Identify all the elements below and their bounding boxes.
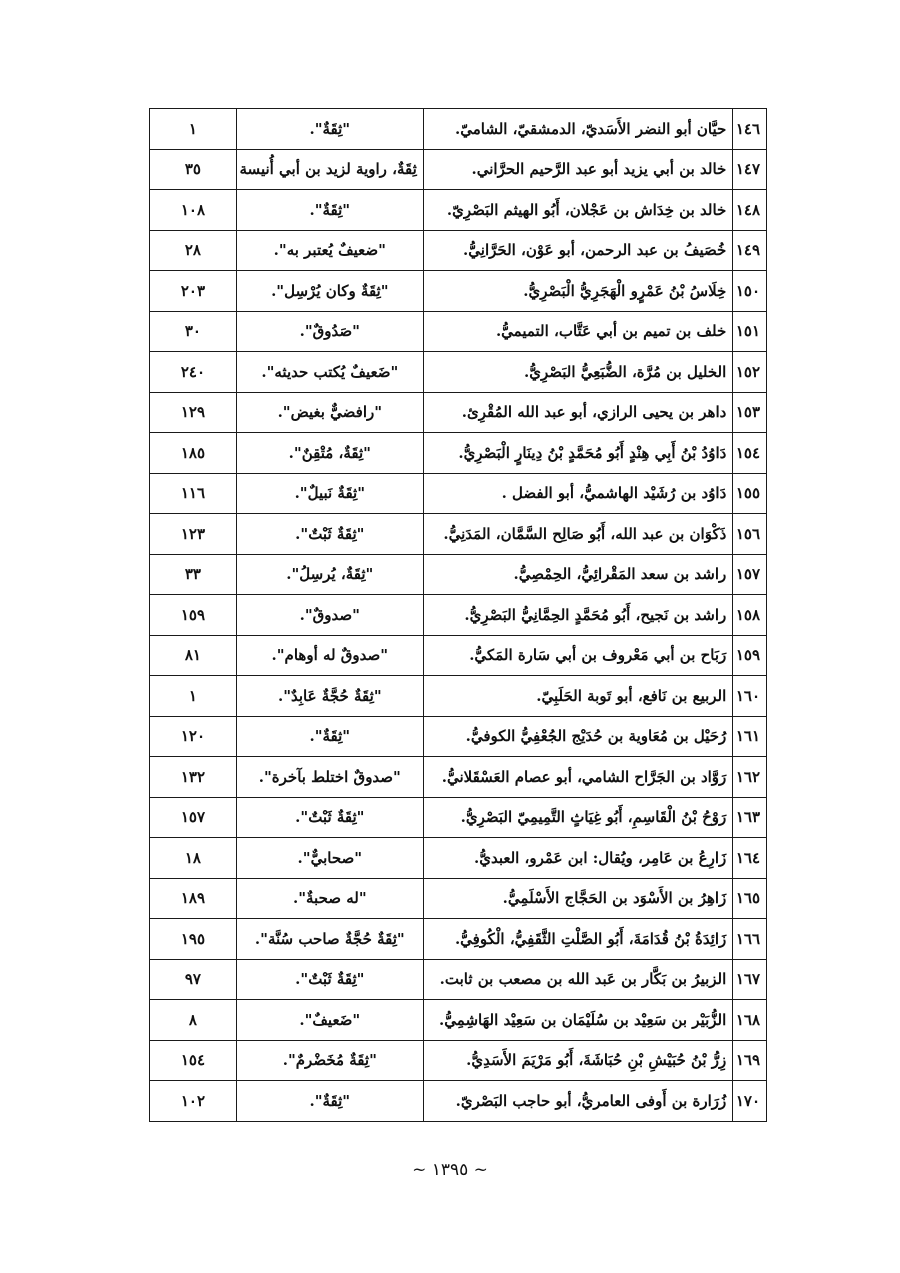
narration-count: ١٢٩ <box>150 392 237 433</box>
narrator-grade: "ثِقَةٌ حُجَّةٌ صاحب سُنَّة". <box>236 919 423 960</box>
narrator-name: خُصَيفُ بن عبد الرحمن، أبو عَوْن، الحَرَّانِيُّ. <box>423 230 733 271</box>
row-number: ١٥٩ <box>733 635 767 676</box>
narrator-grade: "صَدُوقٌ". <box>236 311 423 352</box>
narrator-grade: "ضَعيفٌ". <box>236 1000 423 1041</box>
table-row <box>150 271 767 312</box>
table-row <box>150 514 767 555</box>
narrator-name: دَاوُدُ بْنُ أَبِي هِنْدٍ أَبُو مُحَمَّدٍ بْنُ دِينَارٍ الْبَصْرِيُّ. <box>423 433 733 474</box>
row-number: ١٦٨ <box>733 1000 767 1041</box>
table-row <box>150 635 767 676</box>
narration-count: ١٣٢ <box>150 757 237 798</box>
table-row <box>150 149 767 190</box>
row-number: ١٦٥ <box>733 878 767 919</box>
row-number: ١٤٦ <box>733 109 767 150</box>
row-number: ١٥٤ <box>733 433 767 474</box>
table-row <box>150 230 767 271</box>
narrator-grade: "ثِقَةٌ مُخَضْرمٌ". <box>236 1040 423 1081</box>
row-number: ١٥٥ <box>733 473 767 514</box>
table-row <box>150 838 767 879</box>
table-row <box>150 392 767 433</box>
narration-count: ٣٥ <box>150 149 237 190</box>
narration-count: ١٨ <box>150 838 237 879</box>
table-row <box>150 757 767 798</box>
narrator-name: الزبيرُ بن بَكَّار بن عَبد الله بن مصعب بن ثابت. <box>423 959 733 1000</box>
narrator-grade: "ثِقَةٌ". <box>236 190 423 231</box>
table-row <box>150 1040 767 1081</box>
narrator-grade: "له صحبةٌ". <box>236 878 423 919</box>
row-number: ١٦٣ <box>733 797 767 838</box>
narrator-name: زَارِعُ بن عَامِر، ويُقال: ابن عَمْرو، العبديُّ. <box>423 838 733 879</box>
narration-count: ٢٠٣ <box>150 271 237 312</box>
narrator-grade: "ثِقَةٌ ثَبْتٌ". <box>236 514 423 555</box>
row-number: ١٦٩ <box>733 1040 767 1081</box>
narration-count: ١٢٣ <box>150 514 237 555</box>
table-row <box>150 595 767 636</box>
narration-count: ١٠٢ <box>150 1081 237 1122</box>
narrator-grade: "ثِقَةٌ ثَبْتٌ". <box>236 797 423 838</box>
row-number: ١٥٣ <box>733 392 767 433</box>
row-number: ١٥١ <box>733 311 767 352</box>
table-row <box>150 554 767 595</box>
table-row <box>150 433 767 474</box>
row-number: ١٥٢ <box>733 352 767 393</box>
narrator-grade: "صدوقٌ". <box>236 595 423 636</box>
narrator-grade: "صحابيٌّ". <box>236 838 423 879</box>
row-number: ١٥٧ <box>733 554 767 595</box>
table-row <box>150 1081 767 1122</box>
narrator-name: رَبَاح بن أبي مَعْروف بن أبي سَارة المَكيُّ. <box>423 635 733 676</box>
narrator-name: داهر بن يحيى الرازي، أبو عبد الله المُقْرِئ. <box>423 392 733 433</box>
table-row <box>150 352 767 393</box>
narrator-grade: "ثِقَةٌ". <box>236 716 423 757</box>
narration-count: ١٥٩ <box>150 595 237 636</box>
narrator-grade: "ثِقَةٌ". <box>236 1081 423 1122</box>
narration-count: ٣٣ <box>150 554 237 595</box>
narrator-name: خِلَاسُ بْنُ عَمْرٍو الْهَجَرِيُّ الْبَصْرِيُّ. <box>423 271 733 312</box>
narration-count: ٣٠ <box>150 311 237 352</box>
row-number: ١٧٠ <box>733 1081 767 1122</box>
narration-count: ٨١ <box>150 635 237 676</box>
narration-count: ١ <box>150 109 237 150</box>
narrator-name: راشد بن سعد المَقْرائِيُّ، الحِمْصِيُّ. <box>423 554 733 595</box>
row-number: ١٦١ <box>733 716 767 757</box>
narration-count: ٢٤٠ <box>150 352 237 393</box>
narrator-name: الخليل بن مُرَّة، الضُّبَعِيُّ البَصْرِيُّ. <box>423 352 733 393</box>
narrator-grade: "صدوقٌ له أوهام". <box>236 635 423 676</box>
row-number: ١٦٢ <box>733 757 767 798</box>
table-row <box>150 716 767 757</box>
narrator-grade: "رافضيٌّ بغيض". <box>236 392 423 433</box>
narration-count: ١٩٥ <box>150 919 237 960</box>
row-number: ١٥٨ <box>733 595 767 636</box>
narrator-name: دَاوُد بن رُشَيْد الهاشميُّ، أبو الفضل . <box>423 473 733 514</box>
table-row <box>150 959 767 1000</box>
narration-count: ١٥٤ <box>150 1040 237 1081</box>
row-number: ١٦٤ <box>733 838 767 879</box>
narration-count: ١٠٨ <box>150 190 237 231</box>
table-row <box>150 797 767 838</box>
narration-count: ١٨٩ <box>150 878 237 919</box>
narration-count: ١٨٥ <box>150 433 237 474</box>
narrator-name: الزُّبَيْر بن سَعِيْد بن سُلَيْمَان بن سَعِيْد الهَاشِمِيُّ. <box>423 1000 733 1041</box>
narrator-name: رَوَّاد بن الجَرَّاح الشامي، أبو عصام العَسْقَلانيُّ. <box>423 757 733 798</box>
narrator-grade: ثِقَةٌ، راوية لزيد بن أبي أُنيسة <box>236 149 423 190</box>
table-row <box>150 878 767 919</box>
narrator-grade: "صدوقٌ اختلط بآخرة". <box>236 757 423 798</box>
narrator-grade: "ثِقَةٌ نَبيلٌ". <box>236 473 423 514</box>
narrator-name: راشد بن نَجيح، أَبُو مُحَمَّدٍ الحِمَّانِيُّ البَصْرِيُّ. <box>423 595 733 636</box>
narration-count: ١٢٠ <box>150 716 237 757</box>
narrator-name: زَائِدَةُ بْنُ قُدَامَةَ، أَبُو الصَّلْتِ الثَّقَفِيُّ، الْكُوفِيُّ. <box>423 919 733 960</box>
table-row <box>150 109 767 150</box>
row-number: ١٦٧ <box>733 959 767 1000</box>
narration-count: ٢٨ <box>150 230 237 271</box>
narration-count: ١ <box>150 676 237 717</box>
page-number: ~ ١٣٩٥ ~ <box>412 1160 488 1180</box>
narrator-grade: "ثِقَةٌ ثَبْتٌ". <box>236 959 423 1000</box>
table-row <box>150 473 767 514</box>
row-number: ١٤٨ <box>733 190 767 231</box>
narrator-name: رُحَيْل بن مُعَاوية بن حُدَيْج الجُعْفِيُّ الكوفيُّ. <box>423 716 733 757</box>
narrator-name: زَاهِرُ بن الأَسْوَد بن الحَجَّاج الأَسْلَمِيُّ. <box>423 878 733 919</box>
row-number: ١٦٦ <box>733 919 767 960</box>
narrator-name: زُرَارة بن أَوفى العامريُّ، أبو حاجب البَصْريّ. <box>423 1081 733 1122</box>
table-row <box>150 1000 767 1041</box>
narrator-name: زِرُّ بْنُ حُبَيْشِ بْنِ حُبَاشَةَ، أَبُو مَرْيَمَ الأَسَدِيُّ. <box>423 1040 733 1081</box>
narrator-grade: "ثِقَةٌ وكان يُرْسِل". <box>236 271 423 312</box>
row-number: ١٥٠ <box>733 271 767 312</box>
narrator-name: خلف بن تميم بن أبي عَتَّاب، التميميُّ. <box>423 311 733 352</box>
narrator-grade: "ثِقَةٌ، يُرسِلُ". <box>236 554 423 595</box>
narrator-grade: "ضَعيفٌ يُكتب حديثه". <box>236 352 423 393</box>
narration-count: ٨ <box>150 1000 237 1041</box>
narrator-name: خالد بن خِدَاش بن عَجْلان، أَبُو الهيثم البَصْرِيّ. <box>423 190 733 231</box>
narrator-name: رَوْحُ بْنُ الْقَاسِمِ، أَبُو غِيَاثٍ التَّمِيمِيّ البَصْرِيُّ. <box>423 797 733 838</box>
table-row <box>150 311 767 352</box>
row-number: ١٤٩ <box>733 230 767 271</box>
narrator-name: حيَّان أبو النضر الأَسَديّ، الدمشقيّ، الشاميّ. <box>423 109 733 150</box>
narrator-grade: "ثِقَةٌ، مُتْقِنٌ". <box>236 433 423 474</box>
narration-count: ٩٧ <box>150 959 237 1000</box>
row-number: ١٦٠ <box>733 676 767 717</box>
narrator-name: ذَكْوَان بن عبد الله، أَبُو صَالِح السَّمَّان، المَدَنِيُّ. <box>423 514 733 555</box>
table-row <box>150 676 767 717</box>
narration-count: ١١٦ <box>150 473 237 514</box>
narrator-name: خالد بن أبي يزيد أبو عبد الرَّحيم الحرَّاني. <box>423 149 733 190</box>
row-number: ١٤٧ <box>733 149 767 190</box>
narrators-table-body <box>150 109 767 1122</box>
table-row <box>150 919 767 960</box>
narrator-name: الربيع بن نَافع، أبو تَوبة الحَلَبِيّ. <box>423 676 733 717</box>
narrator-grade: "ضعيفٌ يُعتبر به". <box>236 230 423 271</box>
table-row <box>150 190 767 231</box>
narration-count: ١٥٧ <box>150 797 237 838</box>
narrator-grade: "ثِقَةٌ". <box>236 109 423 150</box>
narrator-grade: "ثِقَةٌ حُجَّةٌ عَابِدٌ". <box>236 676 423 717</box>
row-number: ١٥٦ <box>733 514 767 555</box>
narrators-table <box>149 108 767 1122</box>
